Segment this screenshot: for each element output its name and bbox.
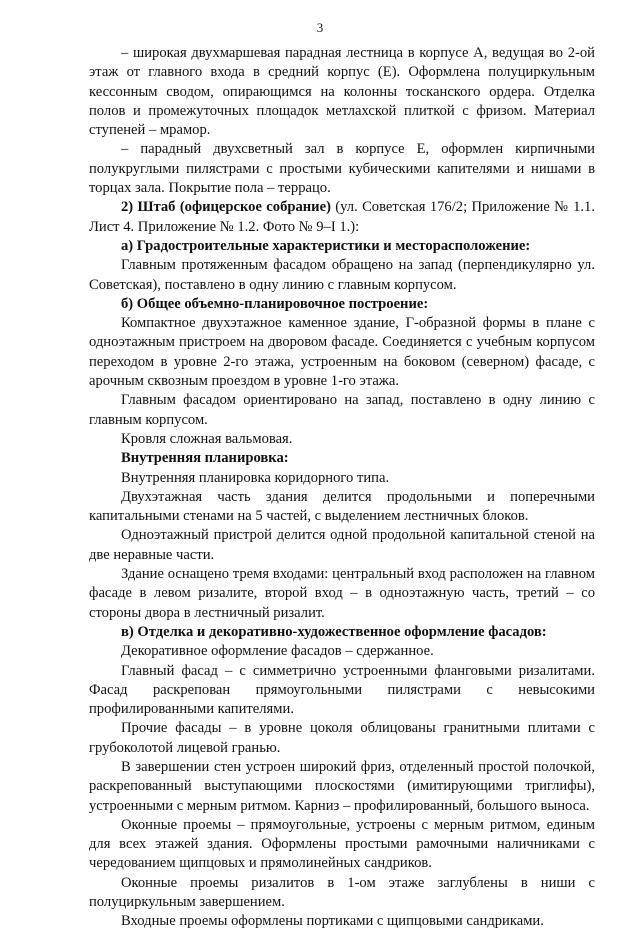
paragraph-corridor-type: Внутренняя планировка коридорного типа. xyxy=(121,469,390,486)
paragraph-headquarters xyxy=(89,198,595,237)
paragraph-entrances: Здание оснащено тремя входами: центральный вход расположен на главном фасаде в левом ризалите, второй вход – в одноэтажную часть, третий – со стороны двора в лестничный ризалит. xyxy=(89,566,595,621)
heading-volume-planning: б) Общее объемно-планировочное построение: xyxy=(121,295,429,312)
paragraph-main-facade-orientation: Главным протяженным фасадом обращено на запад (перпендикулярно ул. Советская), поставлено в одну линию с главным корпусом. xyxy=(89,257,595,293)
paragraph-staircase: – широкая двухмаршевая парадная лестница в корпусе А, ведущая во 2-ой этаж от главного входа в средний корпус (Е). Оформлена полуциркульным кессонным сводом, опирающимся на колонны тосканского ордера. Отделка полов и промежуточных площадок метлахской плиткой с фризом. Материал ступеней – мрамор. xyxy=(89,45,595,139)
headquarters-reference: (ул. Советская 176/2; Приложение № 1.1. Лист 4. Приложение № 1.2. Фото № 9–І 1.): xyxy=(89,199,595,235)
heading-facade-decoration: в) Отделка и декоративно-художественное оформление фасадов: xyxy=(121,623,547,640)
paragraph-hall: – парадный двухсветный зал в корпусе Е, оформлен кирпичными полукруглыми пилястрами с простыми кубическими капителями и нишами в торцах зала. Покрытие пола – террацо. xyxy=(89,141,595,197)
paragraph-building-description: Компактное двухэтажное каменное здание, Г-образной формы в плане с одноэтажным пристроем на дворовом фасаде. Соединяется с учебным корпусом переходом в уровне 2-го этажа, устроенным на боковом (северном) фасаде, с арочным сквозным проездом в уровне 1-го этажа. xyxy=(89,315,595,390)
heading-urban-characteristics: а) Градостроительные характеристики и месторасположение: xyxy=(121,237,531,254)
paragraph-other-facades: Прочие фасады – в уровне цоколя облицованы гранитными плитами с грубоколотой лицевой гранью. xyxy=(89,720,595,756)
heading-interior-planning: Внутренняя планировка: xyxy=(121,450,289,467)
page-number: 3 xyxy=(316,20,324,35)
paragraph-risalit-windows: Оконные проемы ризалитов в 1-ом этаже заглублены в ниши с полуциркульным завершением. xyxy=(89,874,595,911)
paragraph-two-storey-part: Двухэтажная часть здания делится продольными и поперечными капитальными стенами на 5 частей, с выделением лестничных блоков. xyxy=(89,488,595,525)
paragraph-facade-orientation: Главным фасадом ориентировано на запад, поставлено в одну линию с главным корпусом. xyxy=(89,392,595,428)
paragraph-roof: Кровля сложная вальмовая. xyxy=(121,430,293,447)
paragraph-main-facade: Главный фасад – с симметрично устроенными фланговыми ризалитами. Фасад раскрепован прямоугольными пилястрами с невысокими профилированными капителями. xyxy=(89,662,595,718)
paragraph-decoration-restrained: Декоративное оформление фасадов – сдержанное. xyxy=(121,643,434,660)
paragraph-window-openings: Оконные проемы – прямоугольные, устроены с мерным ритмом, единым для всех этажей здания. Оформлены простыми рамочными наличниками с чередованием щипцовых и прямолинейных сандриков. xyxy=(89,816,595,872)
headquarters-title: 2) Штаб (офицерское собрание) xyxy=(121,199,331,216)
paragraph-one-storey-annex: Одноэтажный пристрой делится одной продольной капитальной стеной на две неравные части. xyxy=(89,527,595,563)
paragraph-frieze: В завершении стен устроен широкий фриз, отделенный простой полочкой, раскрепованный выступающими плоскостями (имитирующими триглифы), устроенными с мерным ритмом. Карниз – профилированный, большого выноса. xyxy=(89,758,595,814)
document-body xyxy=(89,44,595,932)
paragraph-entrance-openings: Входные проемы оформлены портиками с щипцовыми сандриками. xyxy=(121,913,544,930)
